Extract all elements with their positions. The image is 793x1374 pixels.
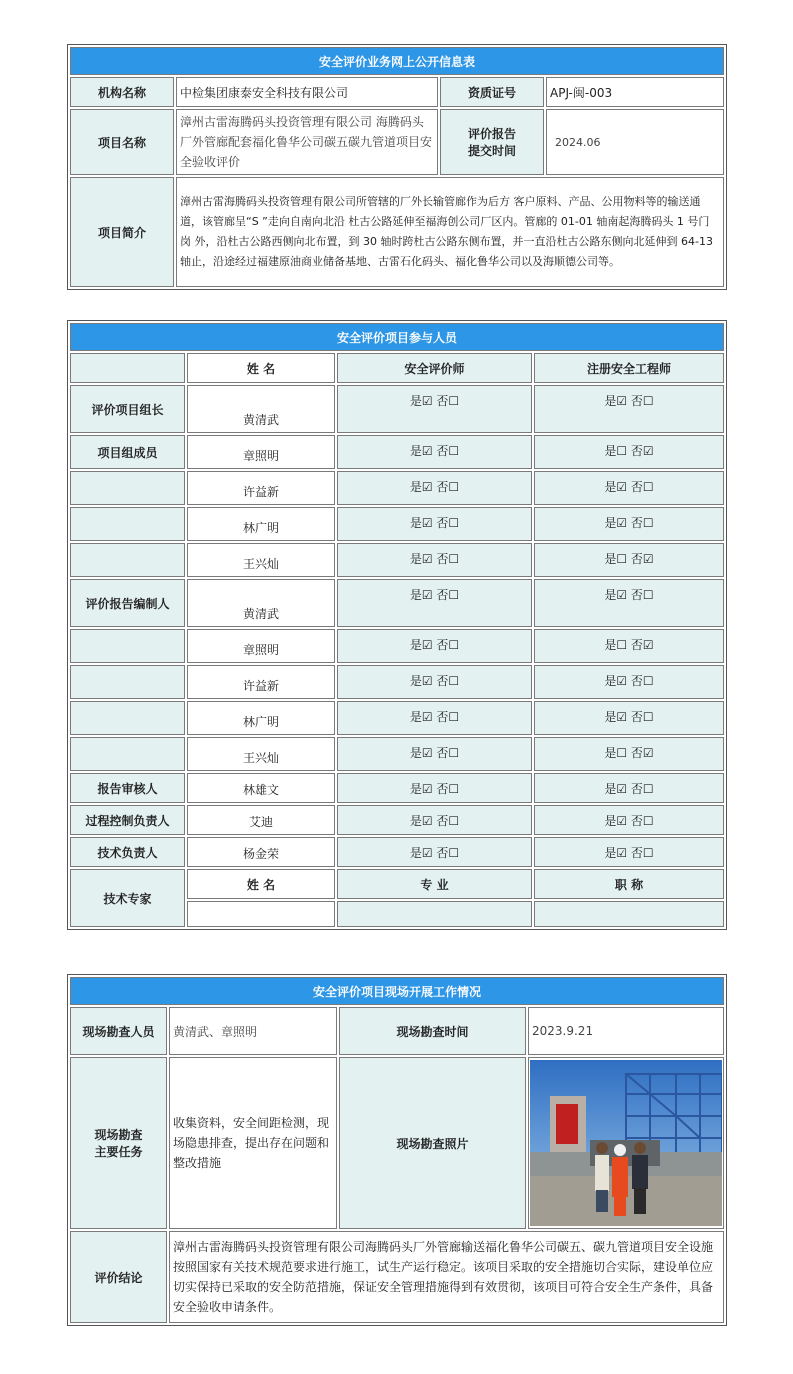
- expert-major-value: [337, 901, 532, 927]
- person-role: [70, 701, 185, 735]
- time-label: 现场勘查时间: [339, 1007, 526, 1055]
- engineer-check: 是☑ 否☐: [534, 471, 724, 505]
- engineer-check: 是☑ 否☐: [534, 579, 724, 627]
- evaluator-check: 是☑ 否☐: [337, 737, 532, 771]
- task-label-line2: 主要任务: [94, 1145, 143, 1159]
- conclusion-label: 评价结论: [70, 1231, 167, 1323]
- person-row: [70, 385, 724, 433]
- person-row: [70, 543, 724, 577]
- time-value: 2023.9.21: [528, 1007, 724, 1055]
- engineer-check: 是☐ 否☑: [534, 629, 724, 663]
- person-name: 章照明: [187, 435, 335, 469]
- person-name: 黄清武: [187, 385, 335, 433]
- person-row: [70, 701, 724, 735]
- expert-col-major: 专 业: [337, 869, 532, 899]
- expert-col-title: 职 称: [534, 869, 724, 899]
- info-table-title: 安全评价业务网上公开信息表: [70, 47, 724, 75]
- person-role: [70, 471, 185, 505]
- col-name: 姓 名: [187, 353, 335, 383]
- task-label: [70, 1057, 167, 1229]
- person-role: 过程控制负责人: [70, 805, 185, 835]
- person-role: [70, 507, 185, 541]
- person-name: 王兴灿: [187, 737, 335, 771]
- intro-label: 项目简介: [70, 177, 174, 287]
- conclusion-value: 漳州古雷海腾码头投资管理有限公司海腾码头厂外管廊输送福化鲁华公司碳五、碳九管道项目安全设施按照国家有关技术规范要求进行施工，试生产运行稳定。该项目采取的安全措施切合实际，建设单位应切实保持已采取的安全防范措施，保证安全管理措施得到有效贯彻，该项目可符合安全生产条件，具备安全验收申请条件。: [169, 1231, 724, 1323]
- site-photo-image: [530, 1060, 722, 1226]
- person-role: 报告审核人: [70, 773, 185, 803]
- person-name: 黄清武: [187, 579, 335, 627]
- engineer-check: 是☑ 否☐: [534, 773, 724, 803]
- engineer-check: 是☑ 否☐: [534, 665, 724, 699]
- evaluator-check: 是☑ 否☐: [337, 507, 532, 541]
- evaluator-check: 是☑ 否☐: [337, 543, 532, 577]
- photo-label: 现场勘查照片: [339, 1057, 526, 1229]
- person-name: 许益新: [187, 471, 335, 505]
- personnel-table: [67, 320, 727, 930]
- person-role: 技术负责人: [70, 837, 185, 867]
- report-time-value: 2024.06: [546, 109, 724, 175]
- person-row: [70, 665, 724, 699]
- person-row: [70, 837, 724, 867]
- task-value: 收集资料，安全间距检测，现场隐患排查，提出存在问题和整改措施: [169, 1057, 337, 1229]
- engineer-check: 是☐ 否☑: [534, 737, 724, 771]
- evaluator-check: 是☑ 否☐: [337, 805, 532, 835]
- person-name: 林广明: [187, 507, 335, 541]
- info-table: [67, 44, 727, 290]
- person-name: 艾迪: [187, 805, 335, 835]
- site-work-table-title: 安全评价项目现场开展工作情况: [70, 977, 724, 1005]
- evaluator-check: 是☑ 否☐: [337, 837, 532, 867]
- engineer-check: 是☑ 否☐: [534, 507, 724, 541]
- evaluator-check: 是☑ 否☐: [337, 471, 532, 505]
- person-role: 项目组成员: [70, 435, 185, 469]
- person-row: [70, 435, 724, 469]
- expert-col-name: 姓 名: [187, 869, 335, 899]
- evaluator-check: 是☑ 否☐: [337, 629, 532, 663]
- evaluator-check: 是☑ 否☐: [337, 435, 532, 469]
- person-row: [70, 737, 724, 771]
- person-row: [70, 579, 724, 627]
- org-value: 中检集团康泰安全科技有限公司: [176, 77, 438, 107]
- engineer-check: 是☑ 否☐: [534, 385, 724, 433]
- person-name: 林雄文: [187, 773, 335, 803]
- evaluator-check: 是☑ 否☐: [337, 773, 532, 803]
- intro-value: 漳州古雷海腾码头投资管理有限公司所管辖的厂外长输管廊作为后方 客户原料、产品、公用物料等的输送通道，该管廊呈“S ”走向自南向北沿 杜古公路延伸至福海创公司厂区内。管廊的 01-01 轴南起海腾码头 1 号门岗 外，沿杜古公路西侧向北布置，到 30 轴时跨杜古公路东侧布置，并一直沿杜古公路东侧向北延伸到 64-13 轴止，沿途经过福建原油商业储备基地、古雷石化码头、福化鲁华公司以及海顺德公司等。: [176, 177, 724, 287]
- people-figures: [595, 1142, 648, 1216]
- report-time-label-line2: 提交时间: [467, 144, 516, 158]
- site-work-table: [67, 974, 727, 1326]
- person-name: 许益新: [187, 665, 335, 699]
- staff-value: 黄清武、章照明: [169, 1007, 337, 1055]
- evaluator-check: 是☑ 否☐: [337, 665, 532, 699]
- expert-name-value: [187, 901, 335, 927]
- project-value: 漳州古雷海腾码头投资管理有限公司 海腾码头厂外管廊配套福化鲁华公司碳五碳九管道项目安全验收评价: [176, 109, 438, 175]
- engineer-check: 是☐ 否☑: [534, 543, 724, 577]
- expert-title-value: [534, 901, 724, 927]
- evaluator-check: 是☑ 否☐: [337, 701, 532, 735]
- person-row: [70, 629, 724, 663]
- person-role: 评价报告编制人: [70, 579, 185, 627]
- cert-label: 资质证号: [440, 77, 544, 107]
- engineer-check: 是☑ 否☐: [534, 701, 724, 735]
- staff-label: 现场勘查人员: [70, 1007, 167, 1055]
- personnel-table-title: 安全评价项目参与人员: [70, 323, 724, 351]
- header-blank: [70, 353, 185, 383]
- col-evaluator: 安全评价师: [337, 353, 532, 383]
- person-role: [70, 543, 185, 577]
- person-role: [70, 629, 185, 663]
- person-row: [70, 805, 724, 835]
- person-name: 章照明: [187, 629, 335, 663]
- evaluator-check: 是☑ 否☐: [337, 385, 532, 433]
- person-row: [70, 507, 724, 541]
- task-label-line1: 现场勘查: [94, 1128, 143, 1142]
- engineer-check: 是☑ 否☐: [534, 805, 724, 835]
- person-row: [70, 773, 724, 803]
- person-role: [70, 665, 185, 699]
- report-time-label-line1: 评价报告: [467, 127, 516, 141]
- person-role: [70, 737, 185, 771]
- expert-label: 技术专家: [70, 869, 185, 927]
- engineer-check: 是☐ 否☑: [534, 435, 724, 469]
- site-photo: [528, 1057, 724, 1229]
- person-name: 王兴灿: [187, 543, 335, 577]
- engineer-check: 是☑ 否☐: [534, 837, 724, 867]
- col-engineer: 注册安全工程师: [534, 353, 724, 383]
- org-label: 机构名称: [70, 77, 174, 107]
- person-role: 评价项目组长: [70, 385, 185, 433]
- person-row: [70, 471, 724, 505]
- project-label: 项目名称: [70, 109, 174, 175]
- cert-value: APJ-闽-003: [546, 77, 724, 107]
- evaluator-check: 是☑ 否☐: [337, 579, 532, 627]
- person-name: 杨金荣: [187, 837, 335, 867]
- report-time-label: [440, 109, 544, 175]
- person-name: 林广明: [187, 701, 335, 735]
